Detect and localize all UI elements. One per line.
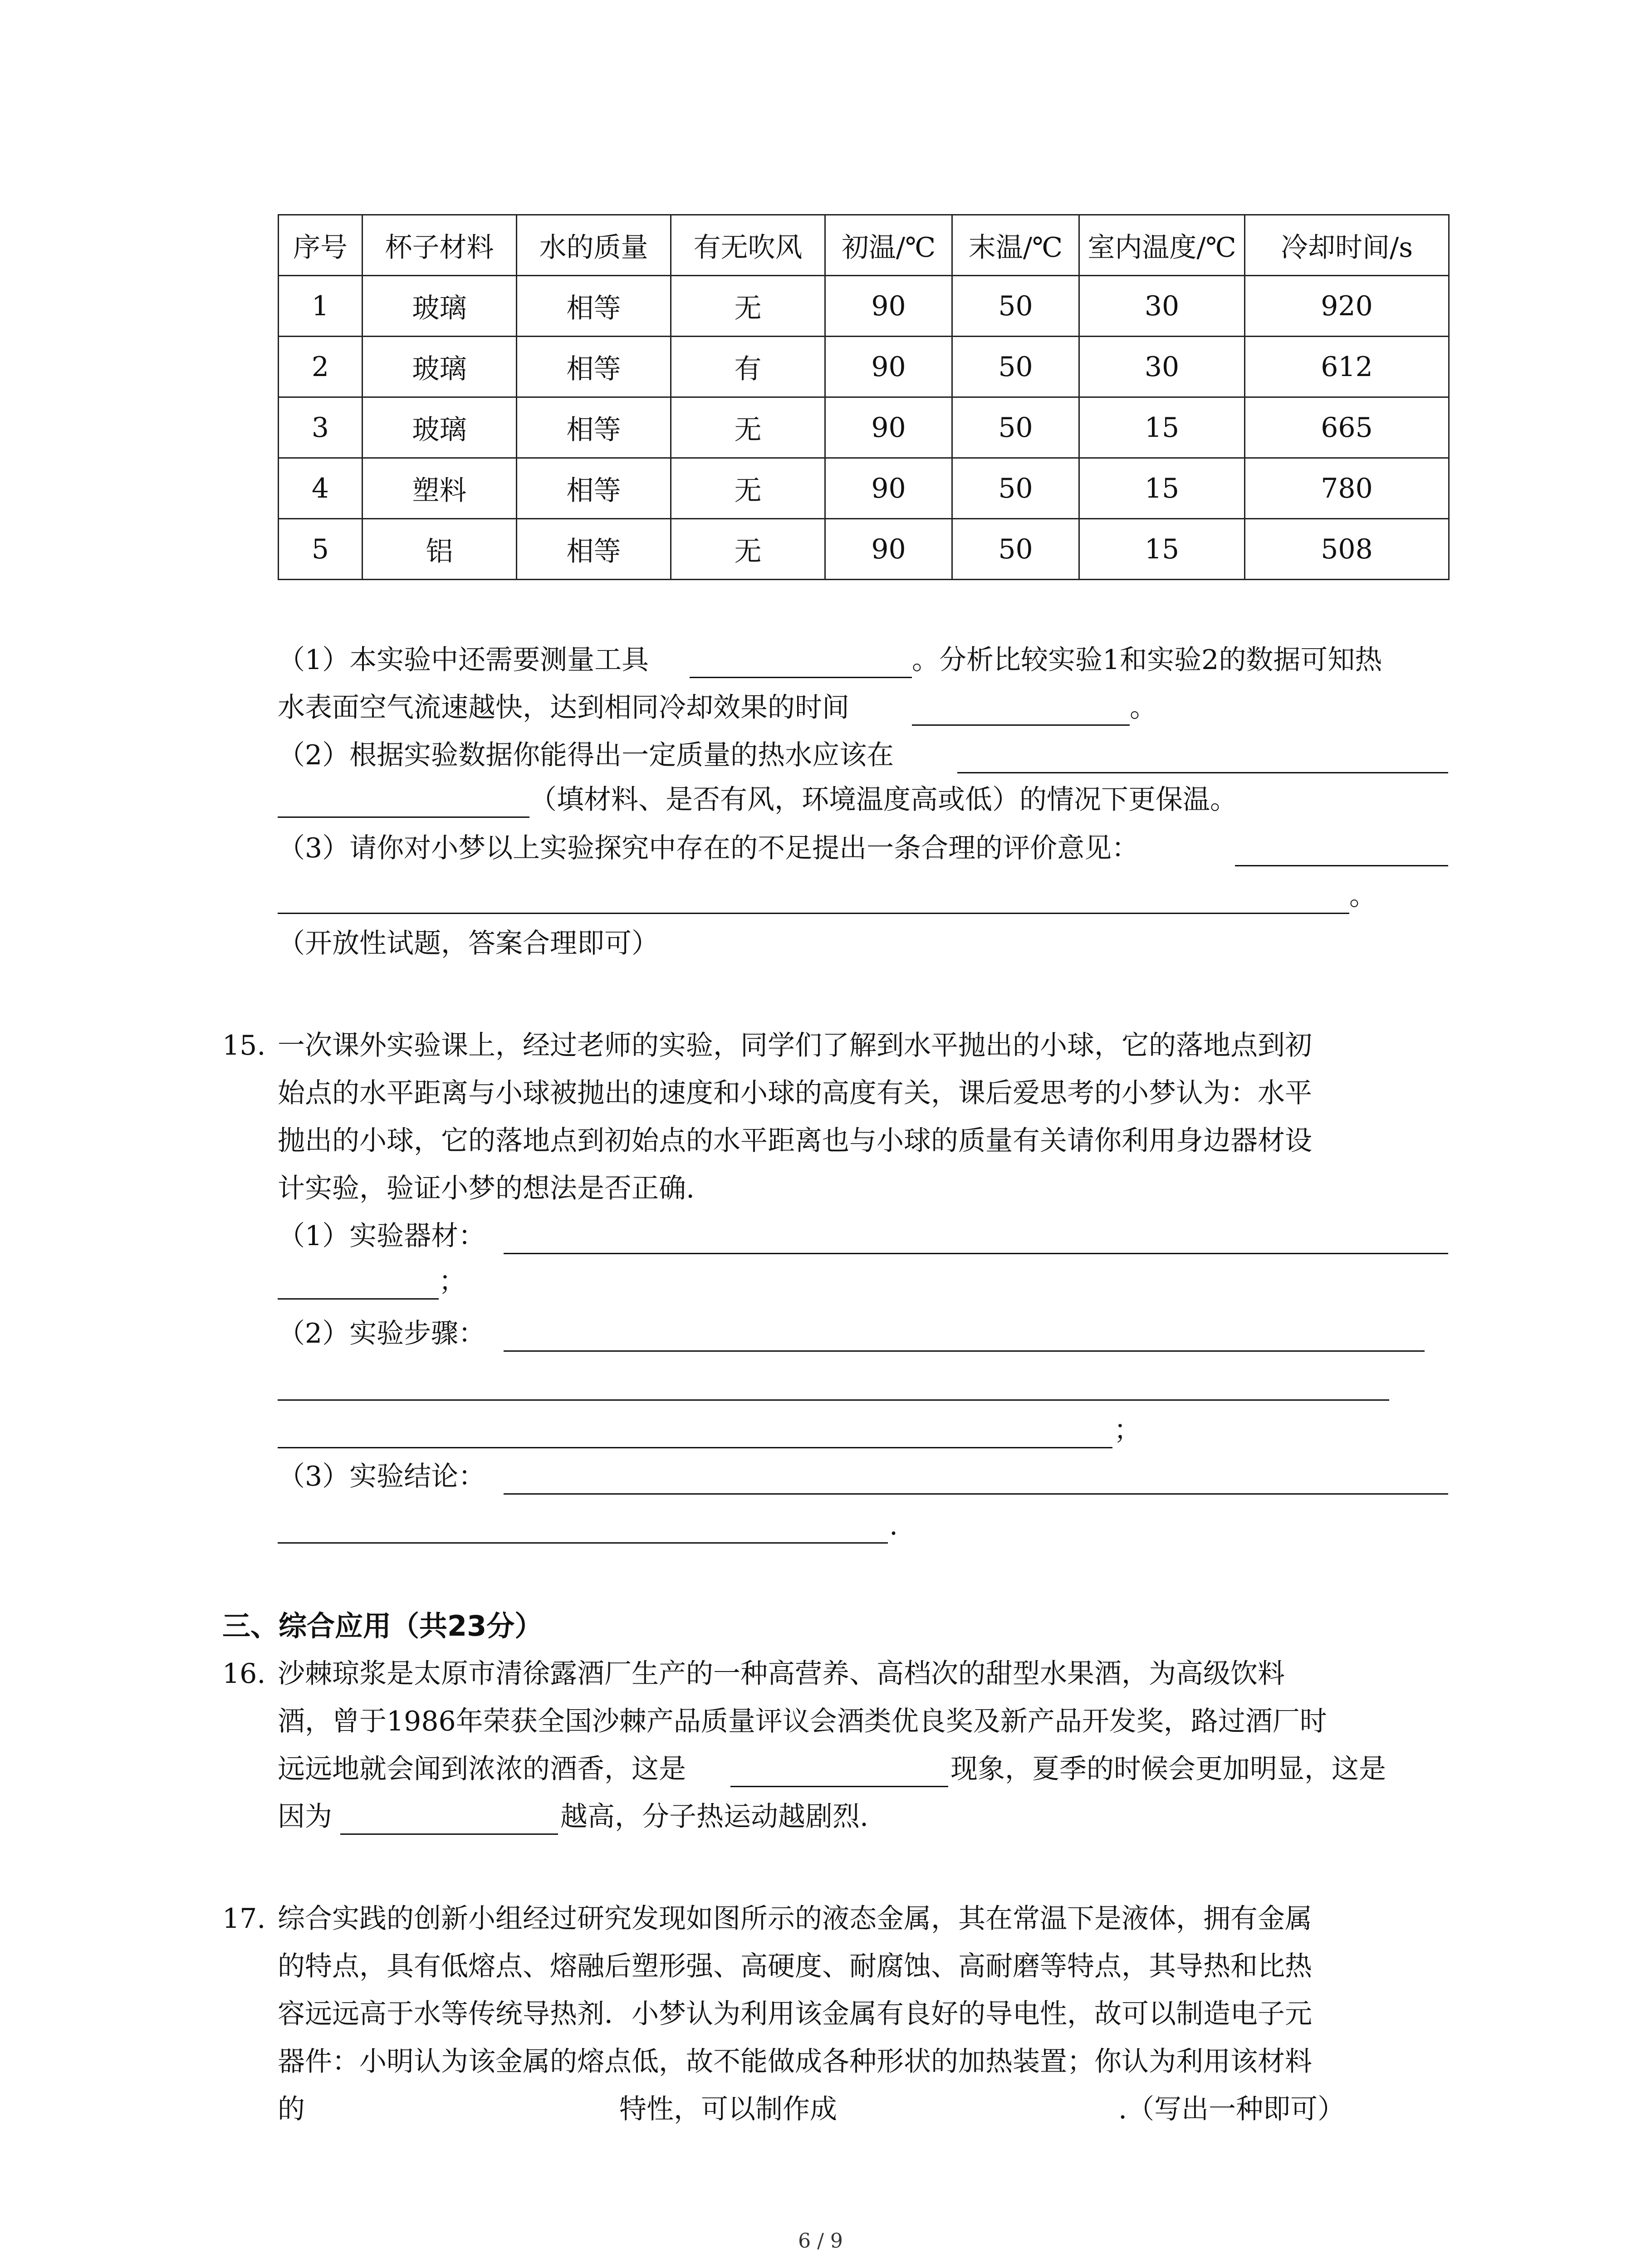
q14-part2-text-b: （填材料、是否有风，环境温度高或低）的情况下更保温。 — [529, 784, 1237, 816]
answer-blank[interactable] — [730, 1786, 948, 1787]
table-row — [279, 397, 1449, 458]
q16-text-line-b: 现象，夏季的时候会更加明显，这是 — [950, 1753, 1386, 1785]
table-row — [279, 276, 1449, 337]
table-cell: 2 — [279, 337, 362, 397]
table-cell: 15 — [1079, 397, 1245, 458]
table-cell: 相等 — [517, 276, 671, 337]
header-cell: 末温/℃ — [952, 215, 1079, 276]
q14-part1-text: （1）本实验中还需要测量工具 — [278, 644, 649, 676]
table-cell: 无 — [671, 276, 825, 337]
q15-part2-text: （2）实验步骤： — [278, 1318, 486, 1349]
header-cell: 冷却时间/s — [1245, 215, 1449, 276]
table-cell: 780 — [1245, 458, 1449, 519]
table-cell: 玻璃 — [362, 276, 517, 337]
table-cell: 1 — [279, 276, 362, 337]
q16-text-line: 远远地就会闻到浓浓的酒香，这是 — [278, 1753, 686, 1785]
table-cell: 有 — [671, 337, 825, 397]
q17-text-line-b: 特性，可以制作成 — [619, 2093, 837, 2125]
header-cell: 初温/℃ — [825, 215, 952, 276]
answer-blank[interactable] — [957, 772, 1448, 773]
question-number: 15. — [222, 1030, 266, 1061]
table-cell: 612 — [1245, 337, 1449, 397]
q14-part1-text-b: 。分析比较实验1和实验2的数据可知热 — [912, 644, 1382, 676]
q14-part3-text: （3）请你对小梦以上实验探究中存在的不足提出一条合理的评价意见： — [278, 832, 1139, 864]
table-cell: 无 — [671, 458, 825, 519]
table-cell: 玻璃 — [362, 337, 517, 397]
table-cell: 50 — [952, 519, 1079, 580]
table-cell: 90 — [825, 397, 952, 458]
table-cell: 665 — [1245, 397, 1449, 458]
q14-part1-text-c: 水表面空气流速越快，达到相同冷却效果的时间 — [278, 692, 849, 723]
header-cell: 序号 — [279, 215, 362, 276]
experiment-table — [278, 214, 1450, 580]
table-cell: 30 — [1079, 276, 1245, 337]
table-cell: 相等 — [517, 458, 671, 519]
table-cell: 508 — [1245, 519, 1449, 580]
q16-text-line: 酒，曾于1986年荣获全国沙棘产品质量评议会酒类优良奖及新产品开发奖，路过酒厂时 — [278, 1706, 1327, 1737]
table-header-row — [279, 215, 1449, 276]
answer-blank[interactable] — [340, 1833, 558, 1835]
table-cell: 4 — [279, 458, 362, 519]
table-cell: 无 — [671, 519, 825, 580]
table-cell: 90 — [825, 458, 952, 519]
table-cell: 5 — [279, 519, 362, 580]
table-cell: 90 — [825, 337, 952, 397]
table-cell: 相等 — [517, 519, 671, 580]
q15-text-line: 始点的水平距离与小球被抛出的速度和小球的高度有关，课后爱思考的小梦认为：水平 — [278, 1077, 1312, 1109]
answer-blank[interactable] — [690, 677, 912, 678]
q17-text-line: 容远远高于水等传统导热剂．小梦认为利用该金属有良好的导电性，故可以制造电子元 — [278, 1998, 1312, 2030]
answer-blank[interactable] — [504, 1253, 1448, 1254]
q16-text-line: 因为 — [278, 1801, 332, 1833]
q15-text-line: 抛出的小球，它的落地点到初始点的水平距离也与小球的质量有关请你利用身边器材设 — [278, 1125, 1312, 1157]
table-row — [279, 458, 1449, 519]
answer-blank[interactable] — [278, 1298, 439, 1300]
table-row — [279, 337, 1449, 397]
answer-blank[interactable] — [278, 913, 1349, 914]
q14-part1-end: 。 — [1130, 692, 1157, 723]
answer-blank[interactable] — [504, 1493, 1448, 1495]
table-cell: 15 — [1079, 458, 1245, 519]
q15-part1-text: （1）实验器材： — [278, 1220, 486, 1252]
q16-text-line-b: 越高，分子热运动越剧烈. — [560, 1801, 869, 1833]
table-cell: 玻璃 — [362, 397, 517, 458]
table-cell: 相等 — [517, 337, 671, 397]
q17-text-line: 器件：小明认为该金属的熔点低，故不能做成各种形状的加热装置；你认为利用该材料 — [278, 2046, 1312, 2077]
answer-blank[interactable] — [278, 1542, 888, 1544]
page-number: 6 / 9 — [798, 2229, 843, 2253]
table-cell: 相等 — [517, 397, 671, 458]
header-cell: 杯子材料 — [362, 215, 517, 276]
table-cell: 50 — [952, 458, 1079, 519]
header-cell: 室内温度/℃ — [1079, 215, 1245, 276]
table-cell: 920 — [1245, 276, 1449, 337]
answer-blank[interactable] — [1235, 865, 1448, 866]
section-heading: 三、综合应用（共23分） — [222, 1609, 543, 1642]
q14-part2-text: （2）根据实验数据你能得出一定质量的热水应该在 — [278, 739, 894, 771]
table-cell: 50 — [952, 337, 1079, 397]
q17-text-line: 综合实践的创新小组经过研究发现如图所示的液态金属，其在常温下是液体，拥有金属 — [278, 1903, 1312, 1935]
question-number: 17. — [222, 1903, 266, 1935]
table-cell: 90 — [825, 519, 952, 580]
q15-part2-end: ； — [1114, 1414, 1141, 1446]
table-cell: 铝 — [362, 519, 517, 580]
q14-note: （开放性试题，答案合理即可） — [278, 928, 659, 959]
table-cell: 50 — [952, 276, 1079, 337]
q15-part3-text: （3）实验结论： — [278, 1461, 486, 1492]
q15-part1-end: ； — [439, 1266, 466, 1297]
answer-blank[interactable] — [278, 1399, 1389, 1401]
q17-text-line: 的 — [278, 2093, 305, 2125]
answer-blank[interactable] — [504, 1350, 1425, 1352]
table-cell: 塑料 — [362, 458, 517, 519]
q17-text-line-c: .（写出一种即可） — [1118, 2093, 1345, 2125]
table-cell: 无 — [671, 397, 825, 458]
q15-part3-end: . — [889, 1510, 898, 1541]
header-cell: 水的质量 — [517, 215, 671, 276]
table-cell: 50 — [952, 397, 1079, 458]
q14-part3-end: 。 — [1349, 880, 1376, 912]
table-cell: 3 — [279, 397, 362, 458]
table-row — [279, 519, 1449, 580]
table-cell: 30 — [1079, 337, 1245, 397]
header-cell: 有无吹风 — [671, 215, 825, 276]
q16-text-line: 沙棘琼浆是太原市清徐露酒厂生产的一种高营养、高档次的甜型水果酒，为高级饮料 — [278, 1658, 1285, 1690]
q15-text-line: 计实验，验证小梦的想法是否正确. — [278, 1173, 695, 1204]
table-cell: 15 — [1079, 519, 1245, 580]
question-number: 16. — [222, 1658, 266, 1690]
table-cell: 90 — [825, 276, 952, 337]
answer-blank[interactable] — [278, 816, 529, 818]
q15-text-line: 一次课外实验课上，经过老师的实验，同学们了解到水平抛出的小球，它的落地点到初 — [278, 1030, 1312, 1061]
answer-blank[interactable] — [278, 1447, 1112, 1448]
answer-blank[interactable] — [912, 724, 1130, 726]
q17-text-line: 的特点，具有低熔点、熔融后塑形强、高硬度、耐腐蚀、高耐磨等特点，其导热和比热 — [278, 1950, 1312, 1982]
